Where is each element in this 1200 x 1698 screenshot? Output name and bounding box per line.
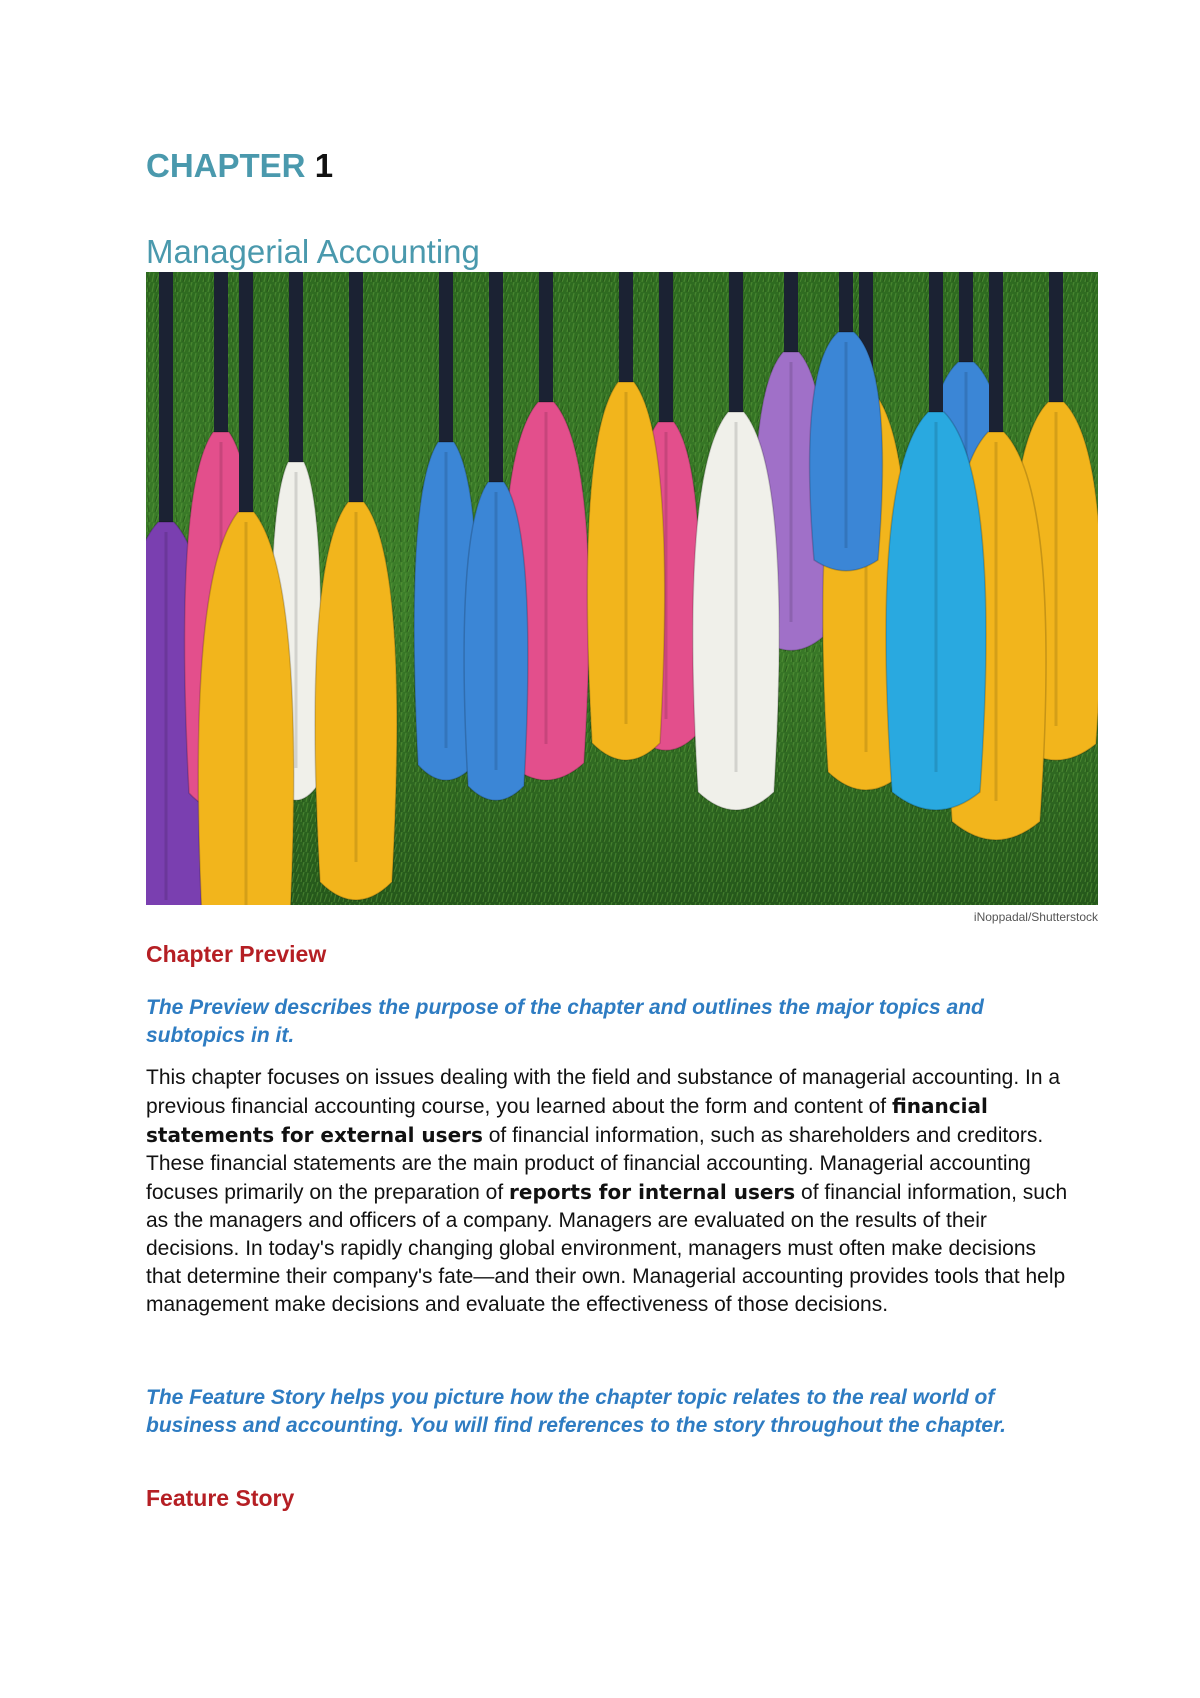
chapter-number: 1 (314, 147, 334, 184)
preview-body-text-2: of financial information, such as shareholders and creditors. These financial statements are the main product of financial accounting. Managerial accounting focuses primarily on the preparation of (146, 1124, 1044, 1204)
feature-story-note: The Feature Story helps you picture how the chapter topic relates to the real world of business and accounting. You will find references to the story throughout the chapter. (146, 1386, 1006, 1437)
preview-body (146, 1064, 1076, 1319)
paddle-shaft (289, 272, 303, 492)
preview-note: The Preview describes the purpose of the chapter and outlines the major topics and subtopics in it. (146, 996, 984, 1047)
paddle-shaft (349, 272, 363, 532)
feature-story-heading: Feature Story (146, 1485, 295, 1511)
paddles-photo (146, 272, 1098, 905)
chapter-label: CHAPTER (146, 147, 306, 184)
chapter-preview-heading: Chapter Preview (146, 941, 327, 967)
paddle-shaft (489, 272, 503, 512)
preview-body-text-1: This chapter focuses on issues dealing with the field and substance of managerial accounting. In a previous financial accounting course, you learned about the form and content of (146, 1066, 1061, 1118)
preview-body-text-3: of financial information, such as the managers and officers of a company. Managers are evaluated on the results of their decisions. In today's rapidly changing global environment, managers must often make decisions that determine their company's fate—and their own. Managerial accounting provides tools that help management make decisions and evaluate the effectiveness of those decisions. (146, 1181, 1068, 1316)
internal-users-term: reports for internal users (509, 1180, 796, 1204)
external-users-term: financial statements for external users (146, 1094, 988, 1147)
chapter-heading (146, 146, 333, 186)
paddle-shaft (159, 272, 173, 552)
photo-credit: iNoppadal/Shutterstock (973, 910, 1098, 924)
chapter-title: Managerial Accounting (146, 233, 480, 270)
paddle-shaft (239, 272, 253, 542)
